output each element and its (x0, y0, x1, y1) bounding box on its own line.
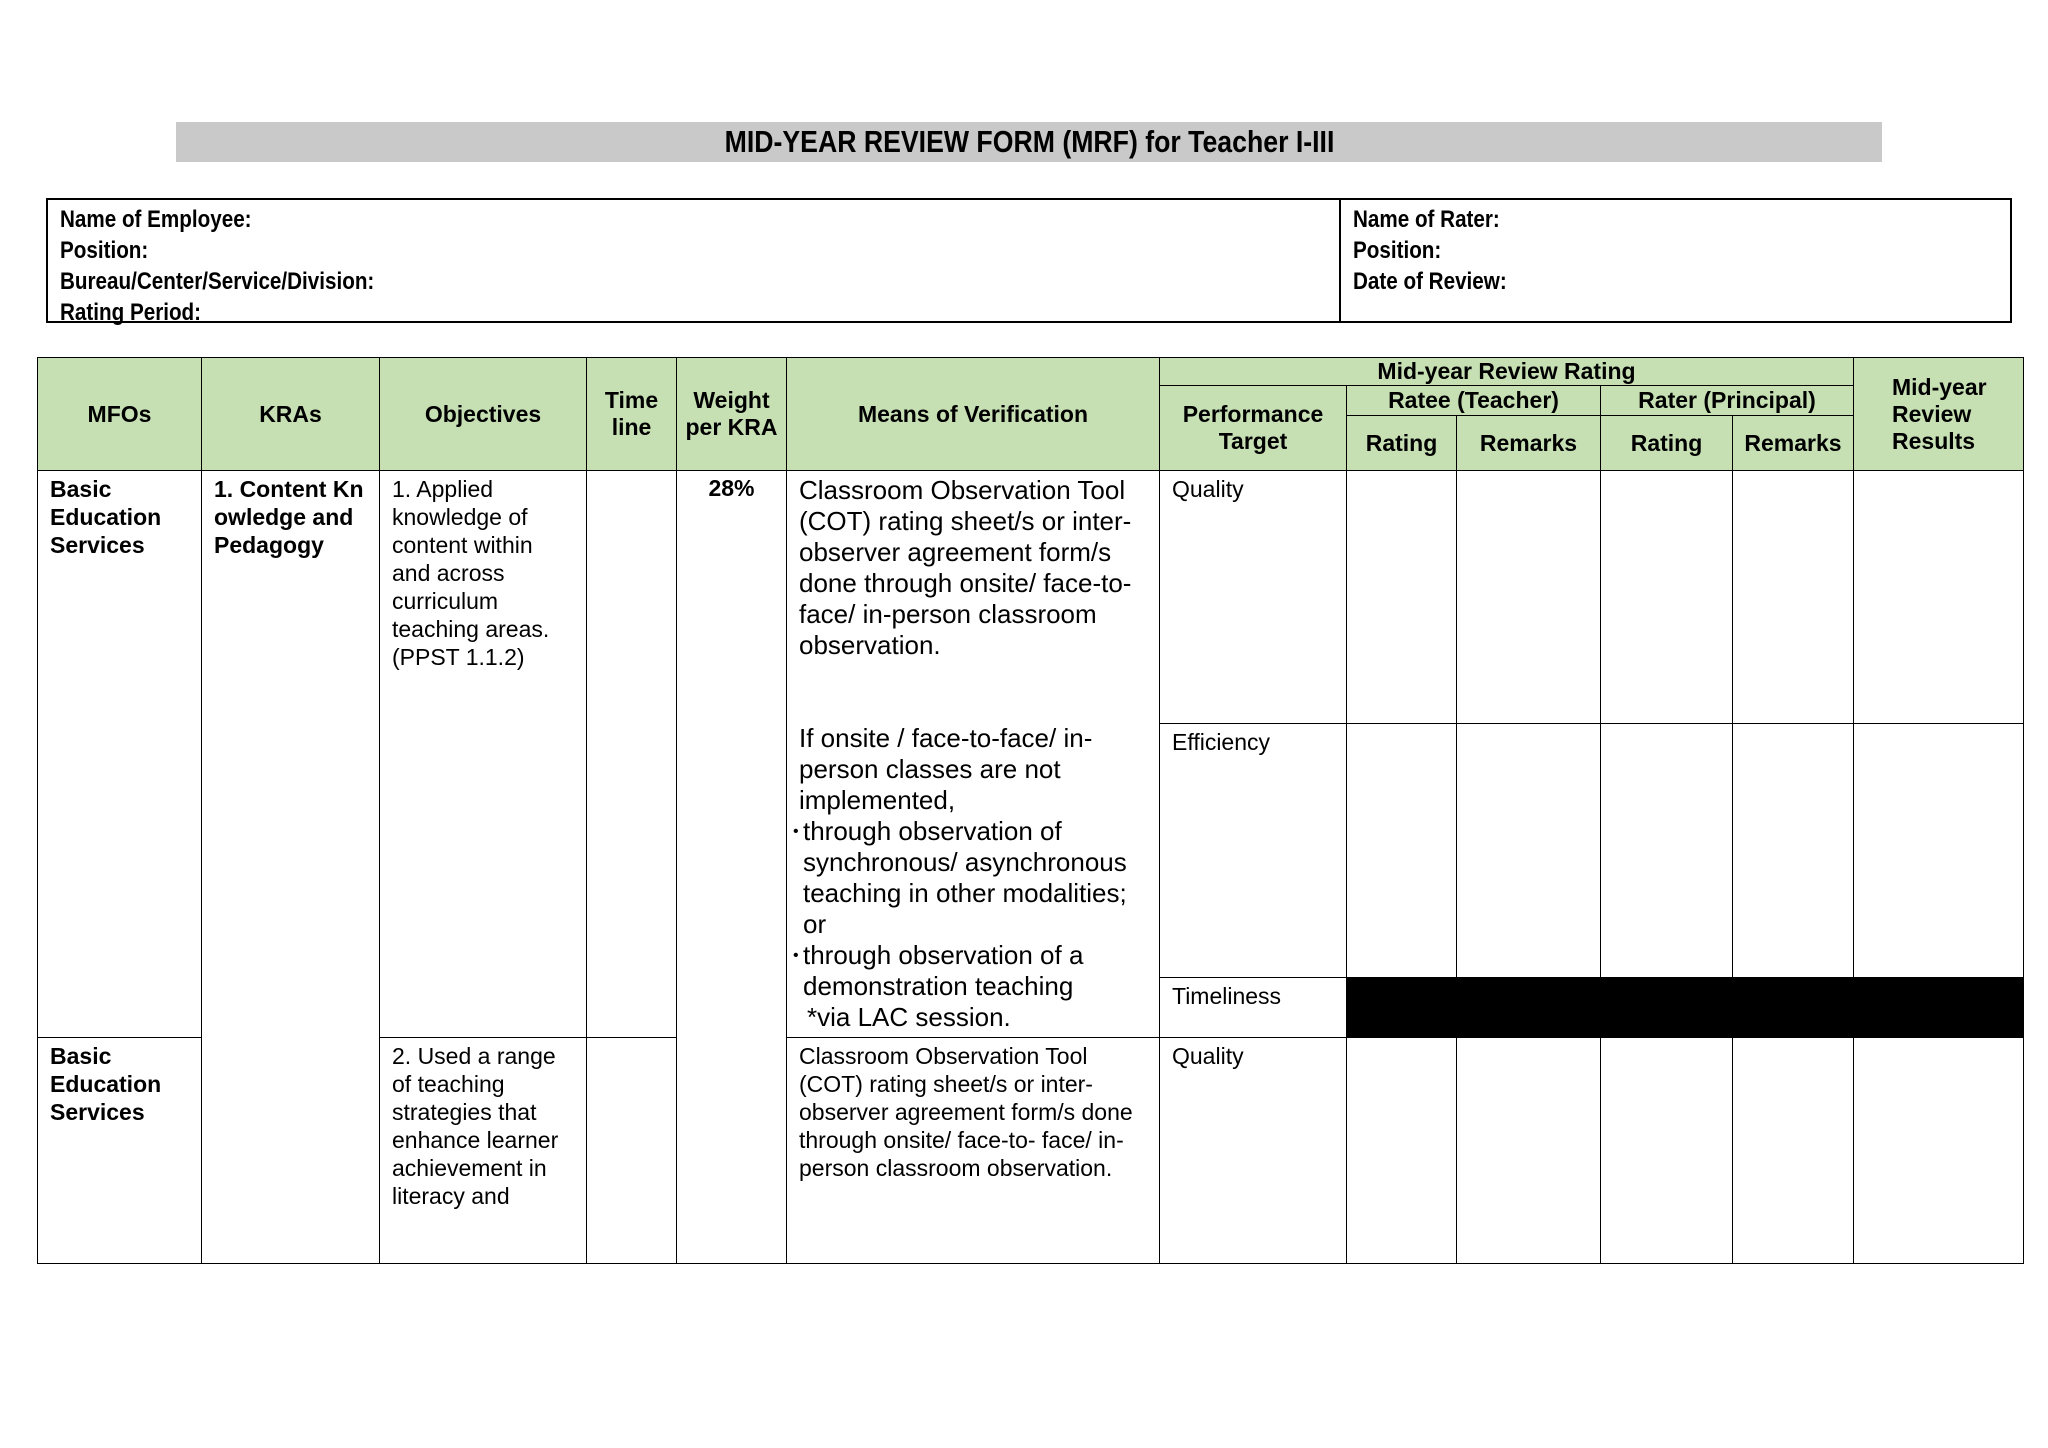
rater-rating-efficiency-1[interactable] (1601, 723, 1733, 978)
mfo-cell-1: Basic Education Services (38, 471, 202, 1038)
employee-info (48, 200, 1341, 326)
header-rater-remarks: Remarks (1733, 416, 1854, 471)
objective-text-2: 2. Used a range of teaching strategies that enhance learner achievement in literacy and (392, 1043, 559, 1209)
review-table (37, 357, 2024, 1264)
target-quality-2: Quality (1160, 1038, 1347, 1264)
ratee-rating-quality-1[interactable] (1347, 471, 1457, 724)
rater-remarks-efficiency-1[interactable] (1733, 723, 1854, 978)
header-mid-year-rating: Mid-year Review Rating (1160, 358, 1854, 386)
rater-position-label: Position: (1353, 237, 1442, 264)
header-results: Mid-year Review Results (1854, 358, 2024, 471)
target-efficiency-1: Efficiency (1160, 723, 1347, 978)
mfo-cell-2: Basic Education Services (38, 1038, 202, 1264)
header-ratee-remarks: Remarks (1457, 416, 1601, 471)
header-mfos: MFOs (38, 358, 202, 471)
bullet-icon: • (793, 947, 799, 964)
employee-name-label: Name of Employee: (60, 206, 252, 233)
header-kras: KRAs (202, 358, 380, 471)
kra-cell-1: 1. Content Knowledge and Pedagogy (202, 471, 380, 1264)
ratee-rating-efficiency-1[interactable] (1347, 723, 1457, 978)
result-quality-1[interactable] (1854, 471, 2024, 724)
timeliness-blocked-cells (1347, 978, 2024, 1038)
result-efficiency-1[interactable] (1854, 723, 2024, 978)
rating-period-label: Rating Period: (60, 299, 202, 326)
objective-cell-1: 1. Applied knowledge of content within and across curriculum teaching areas. (PPST 1.1.2) (380, 471, 587, 1038)
mov-note: *via LAC session. (807, 1002, 1011, 1032)
mov-cell-1 (787, 471, 1160, 1038)
mov-bullet-2: • through observation of a demonstration teaching (793, 940, 1084, 1001)
timeline-cell-1 (587, 471, 677, 1038)
target-quality-1: Quality (1160, 471, 1347, 724)
weight-cell-1: 28% (677, 471, 787, 1264)
mov-paragraph-2: If onsite / face-to-face/ in-person classes are not implemented, (799, 723, 1093, 815)
employee-info-box (46, 198, 2012, 326)
rater-remarks-quality-2[interactable] (1733, 1038, 1854, 1264)
header-performance-target: Performance Target (1160, 386, 1347, 471)
review-date-label: Date of Review: (1353, 268, 1507, 295)
rater-rating-quality-2[interactable] (1601, 1038, 1733, 1264)
employee-position-label: Position: (60, 237, 149, 264)
ratee-rating-quality-2[interactable] (1347, 1038, 1457, 1264)
mov-bullet-1: • through observation of synchronous/ asynchronous teaching in other modalities; or (793, 816, 1127, 939)
mov-paragraph-1: Classroom Observation Tool (COT) rating sheet/s or inter-observer agreement form/s done through onsite/ face-to- face/ in-person classroom observation. (799, 475, 1132, 660)
rater-remarks-quality-1[interactable] (1733, 471, 1854, 724)
header-weight: Weight per KRA (677, 358, 787, 471)
rater-rating-quality-1[interactable] (1601, 471, 1733, 724)
rater-name-label: Name of Rater: (1353, 206, 1500, 233)
rater-info (1341, 200, 2010, 321)
header-ratee: Ratee (Teacher) (1347, 386, 1601, 416)
ratee-remarks-quality-2[interactable] (1457, 1038, 1601, 1264)
header-rater-rating: Rating (1601, 416, 1733, 471)
header-ratee-rating: Rating (1347, 416, 1457, 471)
target-timeliness-1: Timeliness (1160, 978, 1347, 1038)
mov-cell-2: Classroom Observation Tool (COT) rating sheet/s or inter-observer agreement form/s done through onsite/ face-to- face/ in-person classroom observation. (787, 1038, 1160, 1264)
objective-cell-2 (380, 1038, 587, 1264)
timeline-cell-2 (587, 1038, 677, 1264)
header-objectives: Objectives (380, 358, 587, 471)
header-rater: Rater (Principal) (1601, 386, 1854, 416)
ratee-remarks-quality-1[interactable] (1457, 471, 1601, 724)
header-means-of-verification: Means of Verification (787, 358, 1160, 471)
bullet-icon: • (793, 823, 799, 840)
result-quality-2[interactable] (1854, 1038, 2024, 1264)
header-timeline: Time line (587, 358, 677, 471)
employee-division-label: Bureau/Center/Service/Division: (60, 268, 375, 295)
form-title: MID-YEAR REVIEW FORM (MRF) for Teacher I-III (176, 122, 1882, 162)
ratee-remarks-efficiency-1[interactable] (1457, 723, 1601, 978)
